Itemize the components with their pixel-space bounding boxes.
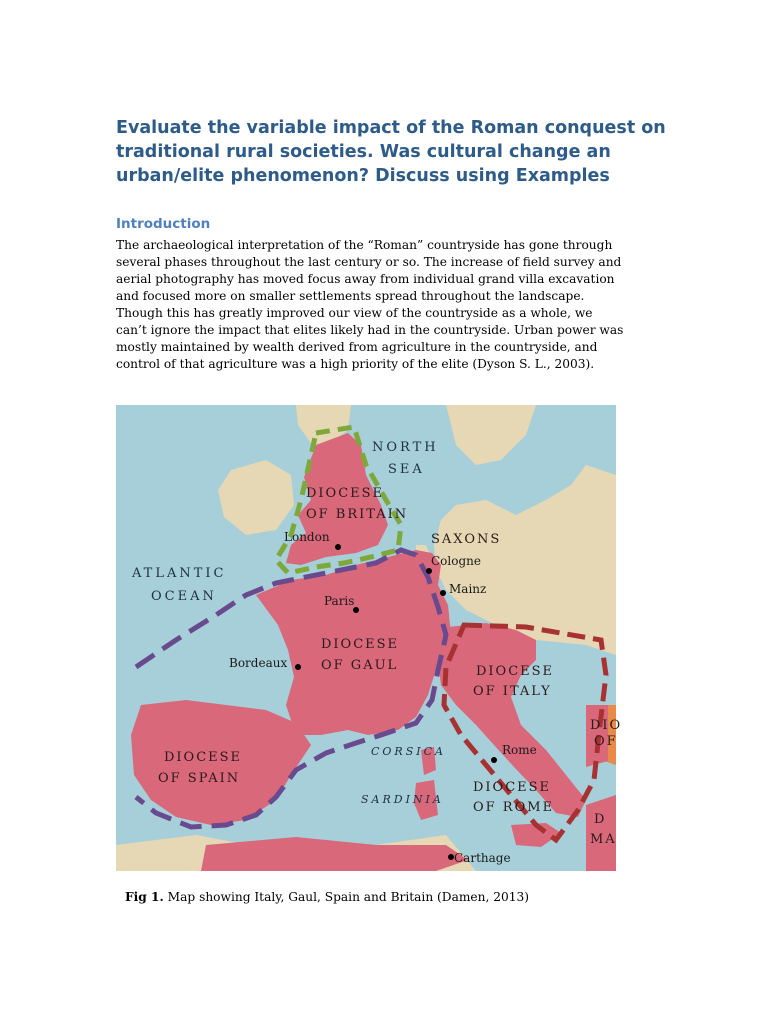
label-gaul-line1: DIOCESE (321, 637, 400, 652)
label-britain-line1: DIOCESE (306, 486, 385, 501)
paragraph-line: and focused more on smaller settlements spread throughout the landscape. (116, 289, 585, 303)
city-label-carthage: Carthage (454, 851, 511, 865)
paragraph-line: several phases throughout the last century or so. The increase of field survey and (116, 255, 622, 269)
city-dot-london (335, 544, 341, 550)
label-edge-1: DIO (590, 718, 623, 733)
label-gaul-line2: OF GAUL (321, 658, 399, 673)
paragraph-line: can’t ignore the impact that elites likely had in the countryside. Urban power was (116, 323, 624, 337)
paragraph-line: aerial photography has moved focus away from individual grand villa excavation (116, 272, 615, 286)
city-dot-rome (491, 757, 497, 763)
paragraph-line: mostly maintained by wealth derived from agriculture in the countryside, and (116, 340, 598, 354)
city-dot-mainz (440, 590, 446, 596)
label-sardinia: SARDINIA (361, 793, 444, 806)
label-italy-line2: OF ITALY (473, 684, 552, 699)
paragraph-line: control of that agriculture was a high priority of the elite (Dyson S. L., 2003). (116, 357, 595, 371)
figure-caption (125, 890, 529, 904)
city-label-bordeaux: Bordeaux (229, 656, 288, 670)
label-north-sea-line2: SEA (388, 462, 425, 477)
label-atlantic-line2: OCEAN (151, 589, 217, 604)
label-north-sea-line1: NORTH (372, 440, 439, 455)
city-label-mainz: Mainz (449, 582, 487, 596)
caption-text: Map showing Italy, Gaul, Spain and Britain (Damen, 2013) (163, 890, 529, 904)
city-label-paris: Paris (324, 594, 355, 608)
label-rome-line2: OF ROME (473, 800, 555, 815)
label-edge-4: MA (590, 832, 617, 847)
roman-dioceses-map (116, 405, 623, 871)
label-edge-2: OF (594, 734, 618, 749)
label-spain-line2: OF SPAIN (158, 771, 241, 786)
section-heading-introduction: Introduction (116, 216, 211, 232)
caption-label: Fig 1. (125, 890, 164, 904)
label-britain-line2: OF BRITAIN (306, 507, 409, 522)
paragraph-line: Though this has greatly improved our view of the countryside as a whole, we (116, 306, 593, 320)
paragraph-line: The archaeological interpretation of the “Roman” countryside has gone through (116, 238, 613, 252)
label-italy-line1: DIOCESE (476, 664, 555, 679)
label-corsica: CORSICA (371, 745, 446, 758)
label-rome-line1: DIOCESE (473, 780, 552, 795)
introduction-paragraph (116, 237, 661, 373)
city-label-london: London (284, 530, 330, 544)
city-label-cologne: Cologne (431, 554, 481, 568)
map-figure (116, 405, 623, 871)
page-title: Evaluate the variable impact of the Roman conquest on traditional rural societies. Was cultural change an urban/elite phenomenon? Discuss using Examples (116, 118, 666, 186)
city-dot-cologne (426, 568, 432, 574)
label-saxons: SAXONS (431, 532, 502, 547)
label-edge-3: D (594, 812, 607, 827)
label-spain-line1: DIOCESE (164, 750, 243, 765)
city-dot-bordeaux (295, 664, 301, 670)
label-atlantic-line1: ATLANTIC (132, 566, 227, 581)
city-label-rome: Rome (502, 743, 537, 757)
